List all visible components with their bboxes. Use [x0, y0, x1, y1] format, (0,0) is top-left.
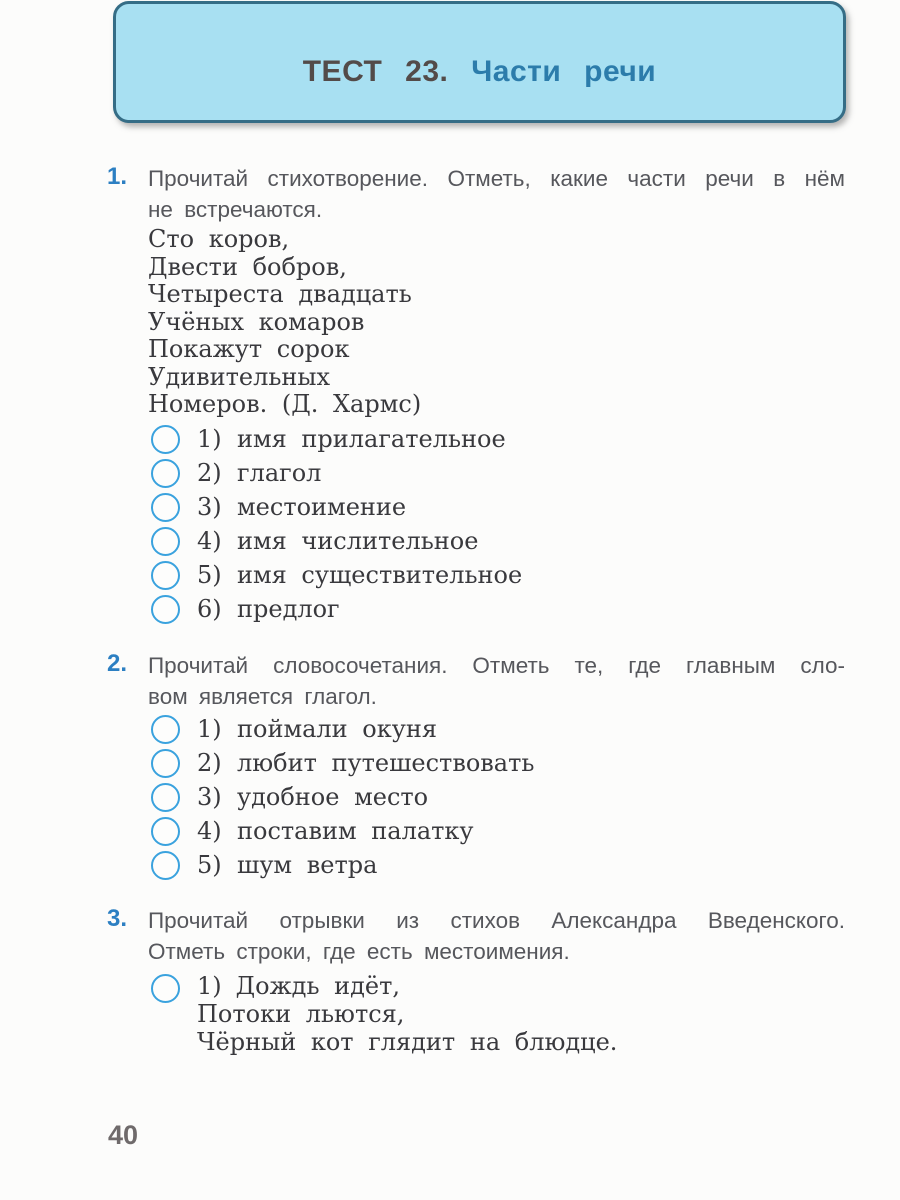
answer-circle[interactable] — [151, 974, 180, 1003]
option-row — [151, 748, 534, 778]
option-label: глагол — [237, 459, 322, 487]
question-2-options — [151, 714, 534, 884]
option-number: 3) — [197, 783, 222, 811]
option-number: 1) — [197, 715, 222, 743]
answer-circle[interactable] — [151, 595, 180, 624]
poem-line: Номеров. (Д. Хармс) — [148, 390, 422, 418]
option-number: 1) — [197, 972, 222, 1000]
poem-line: Дождь идёт, — [235, 972, 401, 1000]
poem-line: Удивительных — [148, 362, 331, 391]
page-number: 40 — [108, 1120, 139, 1150]
option-number: 4) — [197, 817, 222, 845]
poem-line: Четыреста двадцать — [148, 280, 412, 308]
question-2-line-2: вом является глагол. — [148, 684, 377, 709]
poem-line: Потоки льются, — [197, 1000, 405, 1028]
answer-circle[interactable] — [151, 425, 180, 454]
question-1-line-2: не встречаются. — [148, 197, 323, 222]
question-3-text — [148, 905, 845, 967]
option-number: 5) — [197, 561, 222, 589]
option-poem — [197, 972, 617, 1056]
option-number: 3) — [197, 493, 222, 521]
option-number: 2) — [197, 459, 222, 487]
question-3-line-1: Прочитай отрывки из стихов Александра Введенского. — [148, 908, 845, 933]
answer-circle[interactable] — [151, 817, 180, 846]
option-row — [151, 816, 534, 846]
option-row — [151, 424, 522, 454]
option-row — [151, 782, 534, 812]
question-2-text — [148, 650, 845, 712]
option-row — [151, 594, 522, 624]
question-1-options — [151, 424, 522, 628]
answer-circle[interactable] — [151, 493, 180, 522]
answer-circle[interactable] — [151, 715, 180, 744]
option-row — [151, 714, 534, 744]
answer-circle[interactable] — [151, 527, 180, 556]
option-row — [151, 458, 522, 488]
poem-line: Покажут сорок — [148, 335, 350, 363]
test-title-banner — [113, 1, 846, 123]
poem-line: Учёных комаров — [148, 307, 365, 336]
poem-line: Чёрный кот глядит на блюдце. — [197, 1028, 618, 1056]
question-3-options — [151, 972, 617, 1056]
answer-circle[interactable] — [151, 783, 180, 812]
poem-line: Сто коров, — [148, 225, 290, 253]
option-label: имя прилагательное — [237, 425, 506, 453]
poem-kharms — [148, 226, 421, 419]
test-subject-label: Части речи — [471, 55, 657, 88]
option-row — [151, 492, 522, 522]
answer-circle[interactable] — [151, 459, 180, 488]
question-1-text — [148, 163, 845, 225]
option-label: имя существительное — [237, 561, 523, 589]
option-label: предлог — [237, 595, 340, 623]
option-label: удобное место — [237, 783, 429, 811]
poem-line: Двести бобров, — [148, 252, 347, 281]
question-1-number: 1. — [107, 163, 128, 190]
question-3-line-2: Отметь строки, где есть местоимения. — [148, 939, 570, 964]
option-label: шум ветра — [237, 851, 378, 879]
question-1-line-1: Прочитай стихотворение. Отметь, какие части речи в нём — [148, 166, 845, 191]
option-row — [151, 526, 522, 556]
question-2-line-1: Прочитай словосочетания. Отметь те, где главным сло- — [148, 653, 845, 678]
option-number: 6) — [197, 595, 222, 623]
option-label: местоимение — [237, 493, 407, 521]
option-label: поймали окуня — [237, 715, 437, 743]
test-title — [303, 55, 657, 89]
option-row — [151, 560, 522, 590]
option-row — [151, 850, 534, 880]
test-number-label: ТЕСТ 23. — [302, 55, 449, 88]
option-label: поставим палатку — [237, 817, 474, 845]
answer-circle[interactable] — [151, 851, 180, 880]
option-label: любит путешествовать — [237, 749, 535, 777]
question-2-number: 2. — [107, 650, 128, 677]
question-3-number: 3. — [107, 905, 128, 932]
option-number: 4) — [197, 527, 222, 555]
option-number: 2) — [197, 749, 222, 777]
option-number: 5) — [197, 851, 222, 879]
option-first-line — [197, 972, 617, 1000]
option-label: имя числительное — [237, 527, 479, 555]
option-row — [151, 972, 617, 1056]
answer-circle[interactable] — [151, 749, 180, 778]
answer-circle[interactable] — [151, 561, 180, 590]
option-number: 1) — [197, 425, 222, 453]
